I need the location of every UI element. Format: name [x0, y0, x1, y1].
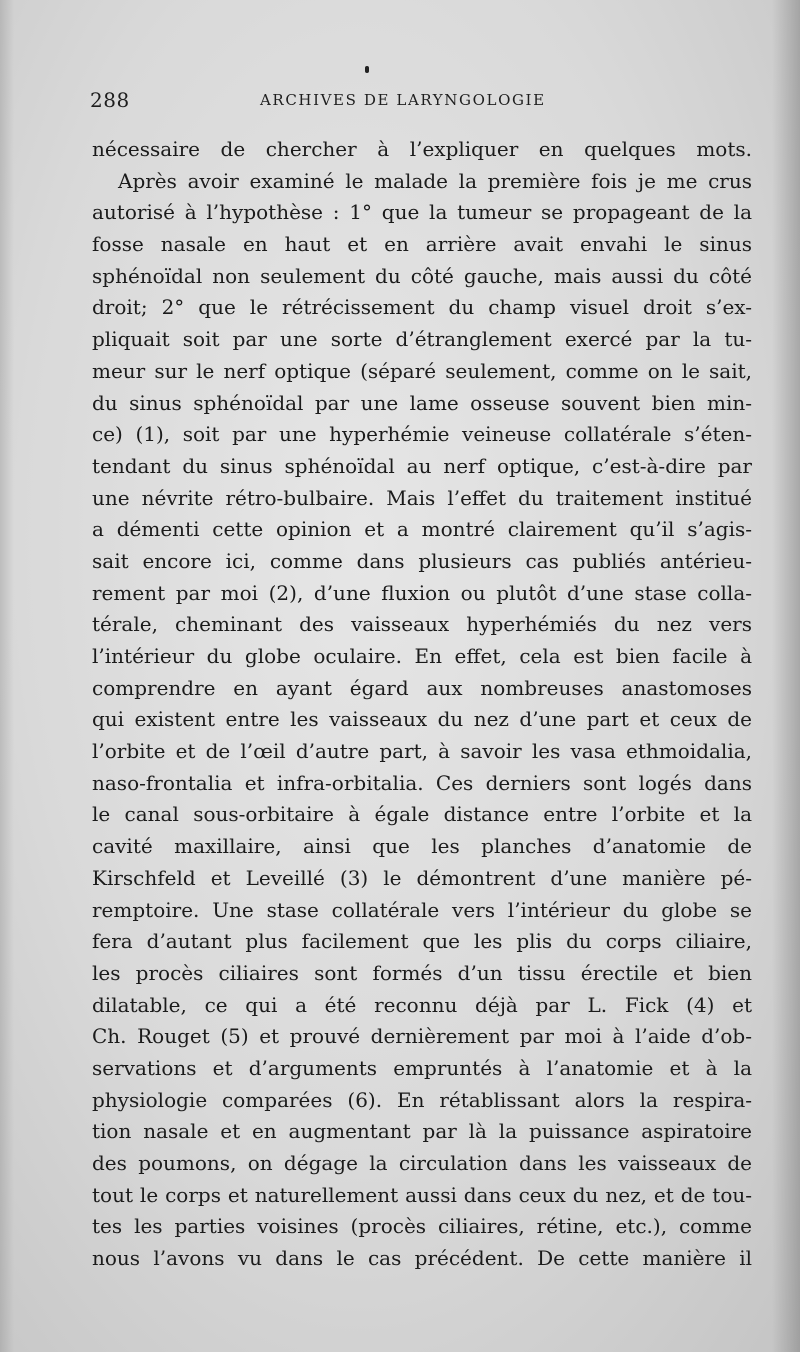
text-line: tes les parties voisines (procès ciliaires, rétine, etc.), comme — [92, 1214, 752, 1239]
text-line: l’intérieur du globe oculaire. En effet, cela est bien facile à — [92, 644, 752, 668]
text-line: dilatable, ce qui a été reconnu déjà par L. Fick (4) et — [92, 992, 752, 1017]
text-line: Kirschfeld et Leveillé (3) le démontrent d’une manière pé- — [92, 865, 752, 890]
page-header — [90, 88, 750, 114]
text-line: fosse nasale en haut et en arrière avait envahi le sinus — [92, 232, 752, 257]
text-line: physiologie comparées (6). En rétablissant alors la respira- — [92, 1087, 752, 1112]
ink-speck — [365, 66, 369, 73]
body-text — [92, 134, 752, 1275]
text-line: des poumons, on dégage la circulation dans les vaisseaux de — [92, 1151, 752, 1175]
text-line: térale, cheminant des vaisseaux hyperhémiés du nez vers — [92, 612, 752, 637]
text-line: comprendre en ayant égard aux nombreuses anastomoses — [92, 675, 752, 700]
text-line: droit; 2° que le rétrécissement du champ visuel droit s’ex- — [92, 295, 752, 320]
text-line: du sinus sphénoïdal par une lame osseuse souvent bien min- — [92, 390, 752, 415]
text-line: une névrite rétro-bulbaire. Mais l’effet du traitement institué — [92, 485, 752, 510]
text-line: servations et d’arguments empruntés à l’anatomie et à la — [92, 1055, 752, 1080]
text-line: pliquait soit par une sorte d’étranglement exercé par la tu- — [92, 327, 752, 352]
text-line: meur sur le nerf optique (séparé seulement, comme on le sait, — [92, 358, 752, 383]
page-number: 288 — [90, 88, 130, 112]
text-line: nécessaire de chercher à l’expliquer en quelques mots. — [92, 137, 752, 161]
text-line: Ch. Rouget (5) et prouvé dernièrement par moi à l’aide d’ob- — [92, 1024, 752, 1049]
text-line: remptoire. Une stase collatérale vers l’intérieur du globe se — [92, 897, 752, 922]
text-line: le canal sous-orbitaire à égale distance entre l’orbite et la — [92, 802, 752, 827]
text-line: tout le corps et naturellement aussi dans ceux du nez, et de tou- — [92, 1182, 752, 1207]
text-line: tion nasale et en augmentant par là la puissance aspiratoire — [92, 1119, 752, 1144]
page-shadow-right — [772, 0, 800, 1352]
page-shadow-left — [0, 0, 14, 1352]
text-line: rement par moi (2), d’une fluxion ou plutôt d’une stase colla- — [92, 580, 752, 605]
text-line: Après avoir examiné le malade la première fois je me crus — [118, 168, 752, 193]
text-line: les procès ciliaires sont formés d’un tissu érectile et bien — [92, 960, 752, 985]
text-line: naso-frontalia et infra-orbitalia. Ces derniers sont logés dans — [92, 770, 752, 795]
text-line: qui existent entre les vaisseaux du nez d’une part et ceux de — [92, 707, 752, 732]
text-line: l’orbite et de l’œil d’autre part, à savoir les vasa ethmoidalia, — [92, 739, 752, 764]
text-line: nous l’avons vu dans le cas précédent. De cette manière il — [92, 1246, 752, 1271]
text-line: ce) (1), soit par une hyperhémie veineuse collatérale s’éten- — [92, 422, 752, 447]
text-line: cavité maxillaire, ainsi que les planches d’anatomie de — [92, 834, 752, 859]
text-line: fera d’autant plus facilement que les plis du corps ciliaire, — [92, 929, 752, 954]
running-title: ARCHIVES DE LARYNGOLOGIE — [260, 91, 546, 109]
text-line: a démenti cette opinion et a montré clairement qu’il s’agis- — [92, 517, 752, 542]
text-line: sphénoïdal non seulement du côté gauche, mais aussi du côté — [92, 263, 752, 288]
text-line: sait encore ici, comme dans plusieurs cas publiés antérieu- — [92, 548, 752, 573]
text-line: tendant du sinus sphénoïdal au nerf optique, c’est-à-dire par — [92, 453, 752, 478]
text-line: autorisé à l’hypothèse : 1° que la tumeur se propageant de la — [92, 200, 752, 225]
